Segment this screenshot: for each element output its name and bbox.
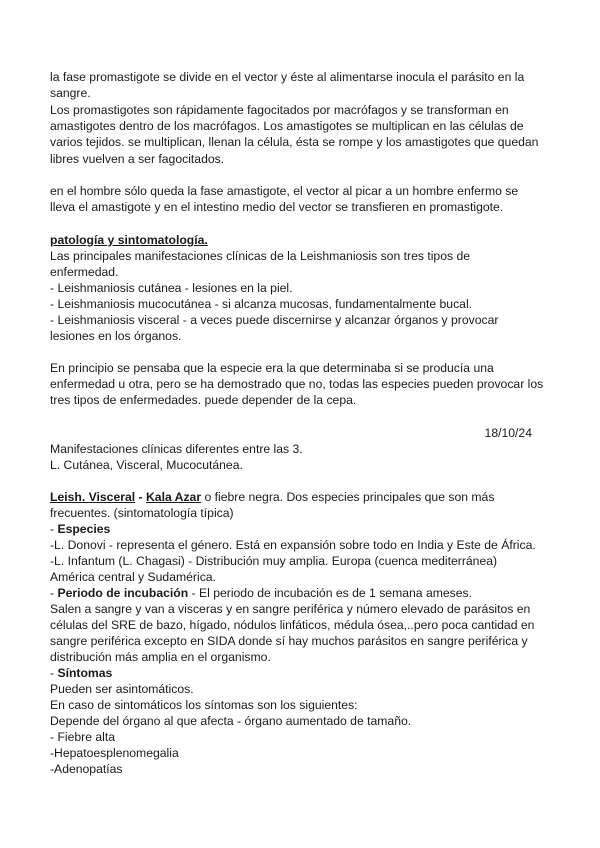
paragraph-line: enfermedad u otra, pero se ha demostrado que no, todas las especies pueden provocar los: [50, 377, 544, 391]
paragraph-line: libres vuelven a ser fagocitados.: [50, 152, 225, 166]
paragraph-line: lesiones en los órganos.: [50, 329, 182, 343]
heading-rest: o fiebre negra. Dos especies principales que son más: [201, 490, 495, 504]
paragraph-line: la fase promastigote se divide en el vector y éste al alimentarse inocula el parásito en la: [50, 70, 525, 84]
visceral-heading-line: [50, 489, 494, 505]
sintomas-label: Síntomas: [57, 666, 113, 680]
paragraph-line: En principio se pensaba que la especie era la que determinaba si se producía una: [50, 361, 494, 375]
list-item: -L. Infantum (L. Chagasi) - Distribución muy amplia. Europa (cuenca mediterránea): [50, 554, 498, 568]
subheading-line: [50, 665, 112, 681]
list-item: - Leishmaniosis mucocutánea - si alcanza mucosas, fundamentalmente bucal.: [50, 297, 473, 311]
paragraph-line: frecuentes. (sintomatología típica): [50, 506, 234, 520]
paragraph-line: Salen a sangre y van a visceras y en sangre periférica y número elevado de parásitos en: [50, 602, 531, 616]
subheading-line: [50, 521, 110, 537]
subheading-dash: -: [50, 586, 58, 600]
section-heading: patología y sintomatología.: [50, 233, 208, 247]
title-separator: -: [135, 490, 146, 504]
list-item: -L. Donovi - representa el género. Está en expansión sobre todo en India y Este de África.: [50, 538, 536, 552]
subheading-dash: -: [50, 666, 58, 680]
list-item: - Fiebre alta: [50, 730, 116, 744]
paragraph-line: lleva el amastigote y en el intestino medio del vector se transfieren en promastigote.: [50, 200, 504, 214]
paragraph-line: amastigotes dentro de los macrófagos. Los amastigotes se multiplican en las células de: [50, 119, 524, 133]
list-item: - Leishmaniosis cutánea - lesiones en la piel.: [50, 281, 293, 295]
date-label: 18/10/24: [484, 426, 532, 440]
list-item: -Hepatoesplenomegalia: [50, 746, 179, 760]
paragraph-line: América central y Sudamérica.: [50, 570, 216, 584]
paragraph-line: En caso de sintomáticos los síntomas son los siguientes:: [50, 698, 358, 712]
especies-label: Especies: [57, 522, 111, 536]
paragraph-line: Los promastigotes son rápidamente fagocitados por macrófagos y se transforman en: [50, 103, 509, 117]
subheading-line: [50, 585, 472, 601]
list-item: -Adenopatías: [50, 762, 123, 776]
paragraph-line: distribución más amplia en el organismo.: [50, 650, 271, 664]
paragraph-line: en el hombre sólo queda la fase amastigote, el vector al picar a un hombre enfermo se: [50, 184, 519, 198]
paragraph-line: Depende del órgano al que afecta - órgano aumentado de tamaño.: [50, 714, 412, 728]
paragraph-line: Pueden ser asintomáticos.: [50, 682, 194, 696]
visceral-title: Leish. Visceral: [50, 490, 136, 504]
paragraph-line: Manifestaciones clínicas diferentes entre las 3.: [50, 442, 303, 456]
list-item: - Leishmaniosis visceral - a veces puede discernirse y alcanzar órganos y provocar: [50, 313, 499, 327]
paragraph-line: células del SRE de bazo, hígado, nódulos linfáticos, médula ósea,..pero poca cantidad en: [50, 618, 535, 632]
paragraph-line: L. Cutánea, Visceral, Mucocutánea.: [50, 458, 243, 472]
subheading-dash: -: [50, 522, 58, 536]
paragraph-line: Las principales manifestaciones clínicas de la Leishmaniosis son tres tipos de: [50, 249, 471, 263]
paragraph-line: enfermedad.: [50, 265, 119, 279]
paragraph-line: tres tipos de enfermedades. puede depender de la cepa.: [50, 393, 357, 407]
paragraph-line: varios tejidos. se multiplican, llenan la célula, ésta se rompe y los amastigotes que quedan: [50, 135, 539, 149]
incubacion-text: - El periodo de incubación es de 1 semana ameses.: [188, 586, 473, 600]
kala-azar-title: Kala Azar: [145, 490, 202, 504]
incubacion-label: Periodo de incubación: [57, 586, 189, 600]
paragraph-line: sangre periférica excepto en SIDA donde sí hay muchos parásitos en sangre periférica y: [50, 634, 528, 648]
paragraph-line: sangre.: [50, 86, 91, 100]
